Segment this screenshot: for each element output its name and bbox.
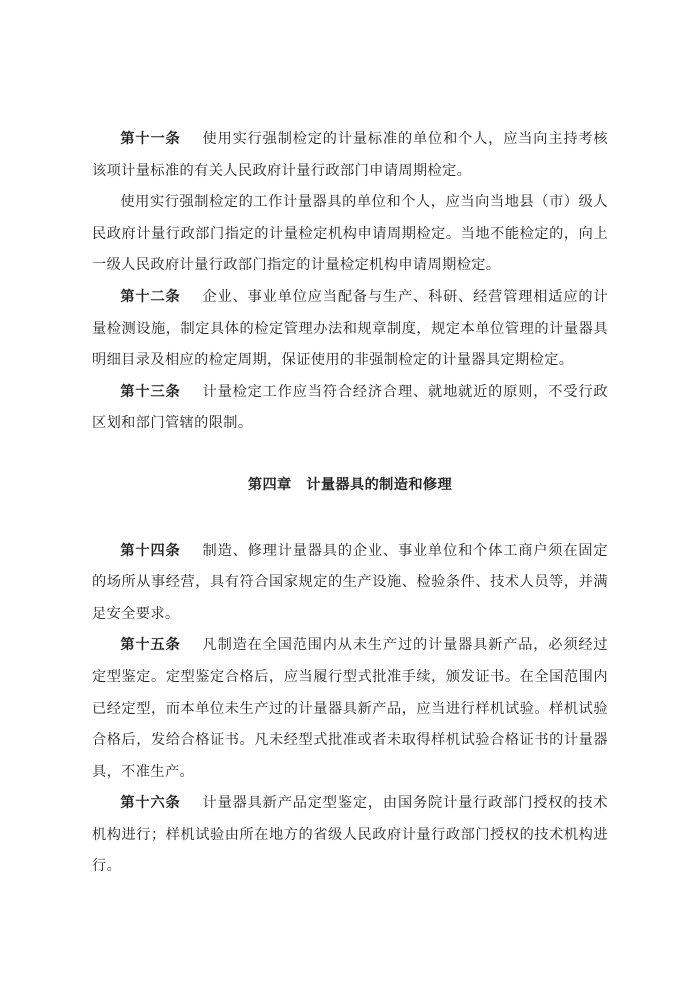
article-15 xyxy=(92,630,608,788)
article-12 xyxy=(92,282,608,377)
article-text: 使用实行强制检定的工作计量器具的单位和个人，应当向当地县（市）级人民政府计量行政部门指定的计量检定机构申请周期检定。当地不能检定的，向上一级人民政府计量行政部门指定的计量检定机构申请周期检定。 xyxy=(92,194,608,274)
article-13 xyxy=(92,377,608,440)
article-text: 凡制造在全国范围内从未生产过的计量器具新产品，必须经过定型鉴定。定型鉴定合格后，应当履行型式批准手续，颁发证书。在全国范围内已经定型，而本单位未生产过的计量器具新产品，应当进行样机试验。样机试验合格后，发给合格证书。凡未经型式批准或者未取得样机试验合格证书的计量器具，不准生产。 xyxy=(92,637,608,780)
article-title: 第十五条 xyxy=(120,637,181,654)
article-text: 计量器具新产品定型鉴定，由国务院计量行政部门授权的技术机构进行；样机试验由所在地方的省级人民政府计量行政部门授权的技术机构进行。 xyxy=(92,795,608,875)
article-text: 制造、修理计量器具的企业、事业单位和个体工商户须在固定的场所从事经营，具有符合国家规定的生产设施、检验条件、技术人员等，并满足安全要求。 xyxy=(92,542,608,622)
article-title: 第十二条 xyxy=(120,288,181,305)
document-body xyxy=(92,124,608,883)
article-title: 第十三条 xyxy=(120,383,181,400)
article-14 xyxy=(92,536,608,631)
article-text: 使用实行强制检定的计量标准的单位和个人，应当向主持考核该项计量标准的有关人民政府计量行政部门申请周期检定。 xyxy=(92,131,608,179)
article-11 xyxy=(92,124,608,187)
article-title: 第十六条 xyxy=(120,795,181,812)
chapter-heading: 第四章 计量器具的制造和修理 xyxy=(247,476,453,493)
article-title: 第十四条 xyxy=(120,542,181,559)
article-text: 企业、事业单位应当配备与生产、科研、经营管理相适应的计量检测设施，制定具体的检定管理办法和规章制度，规定本单位管理的计量器具明细目录及相应的检定周期，保证使用的非强制检定的计量器具定期检定。 xyxy=(92,288,608,369)
article-16 xyxy=(92,788,608,883)
article-text: 计量检定工作应当符合经济合理、就地就近的原则，不受行政区划和部门管辖的限制。 xyxy=(92,383,608,432)
article-title: 第十一条 xyxy=(120,131,181,147)
article-11-paragraph-2 xyxy=(92,187,608,282)
